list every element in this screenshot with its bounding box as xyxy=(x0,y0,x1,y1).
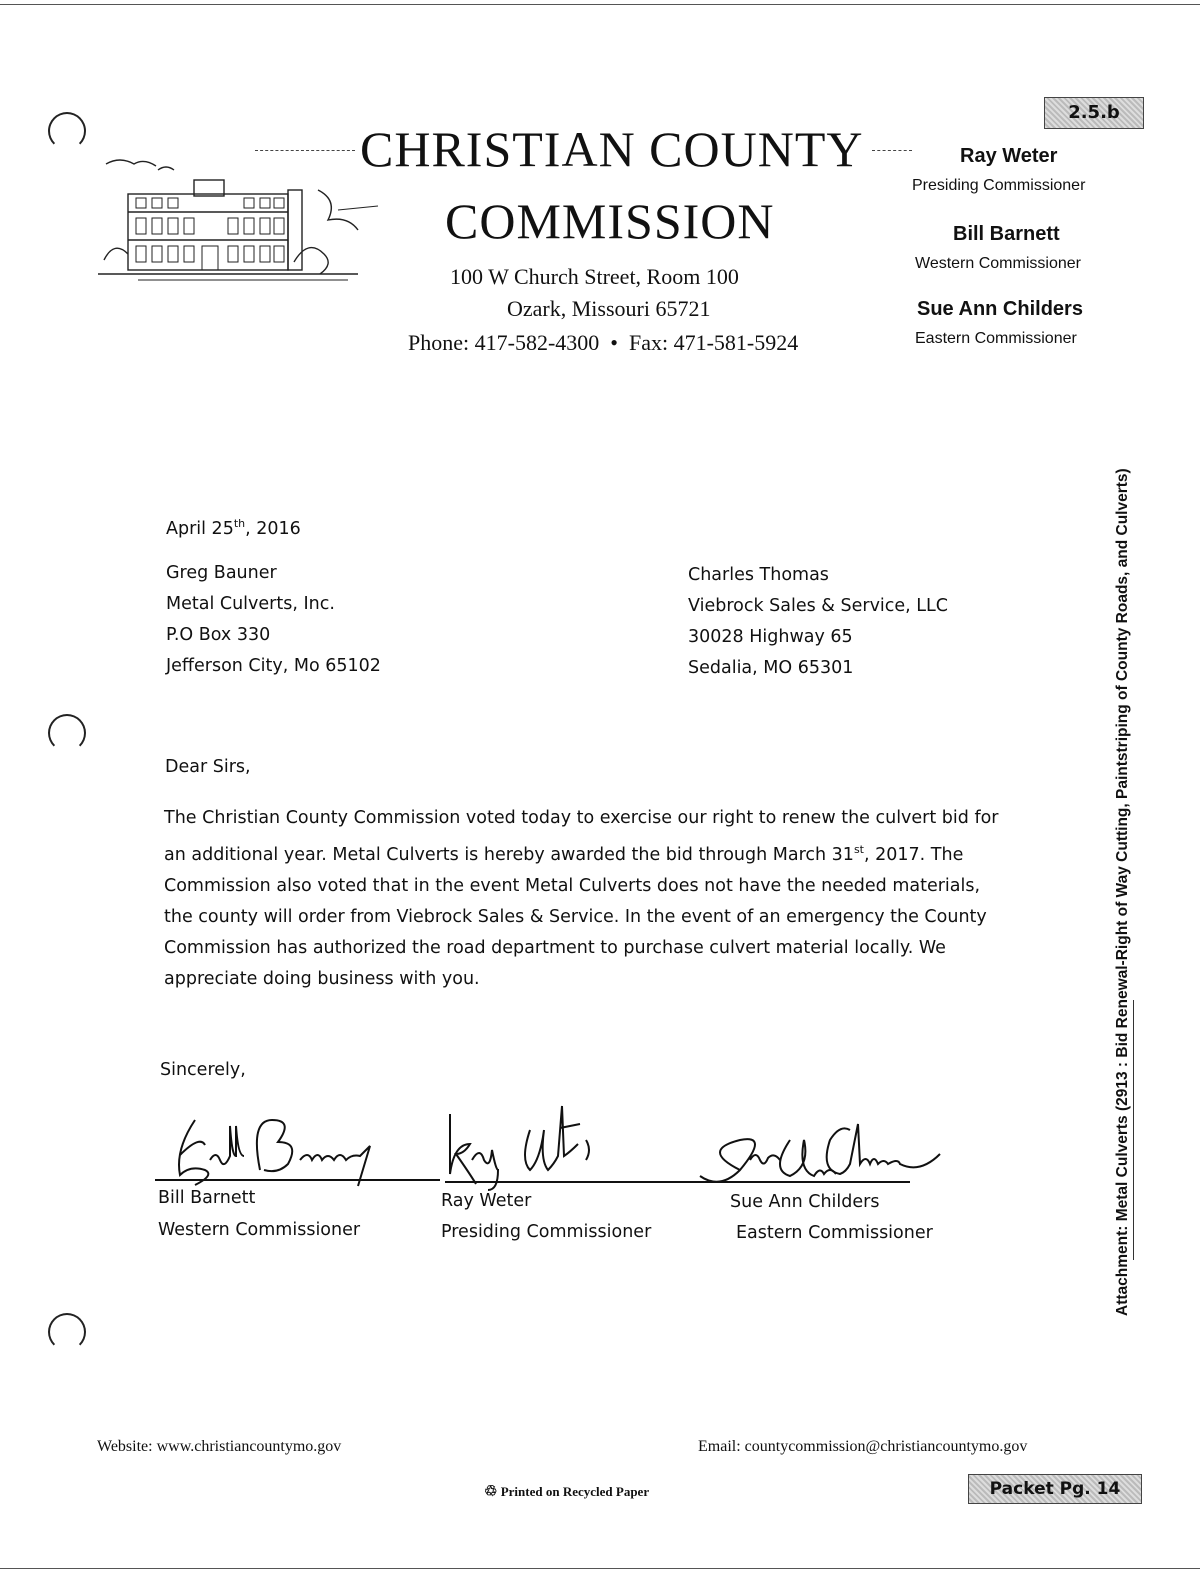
recycle-icon: ♲ xyxy=(484,1484,498,1500)
header-commissioner-title-1: Presiding Commissioner xyxy=(912,177,1086,194)
signature-title-3: Eastern Commissioner xyxy=(736,1223,933,1243)
phone-number: 417-582-4300 xyxy=(474,330,600,355)
signature-title-1: Western Commissioner xyxy=(158,1220,361,1240)
agenda-stamp-label: 2.5.b xyxy=(1068,102,1120,123)
body-line2-a: an additional year. Metal Culverts is hereby awarded the bid through March 31 xyxy=(164,844,854,865)
letter-body xyxy=(164,803,999,995)
signature-name-2: Ray Weter xyxy=(441,1191,532,1211)
body-line2-b: , 2017. The xyxy=(864,844,964,865)
body-line2-sup: st xyxy=(853,843,864,856)
letter-date-sup: th xyxy=(233,517,246,530)
footer-email-address[interactable]: countycommission@christiancountymo.gov xyxy=(744,1438,1028,1455)
letter-date xyxy=(166,508,301,545)
letterhead-phone-line xyxy=(408,330,798,356)
side-note-rule xyxy=(1133,1000,1134,1260)
top-border xyxy=(0,4,1200,5)
header-commissioner-name-1: Ray Weter xyxy=(960,145,1058,167)
letter-date-suffix: , 2016 xyxy=(245,518,301,539)
title-dash-right xyxy=(872,150,912,152)
courthouse-illustration xyxy=(98,150,388,290)
bottom-border xyxy=(0,1568,1200,1569)
agenda-stamp xyxy=(1044,97,1144,129)
letter-date-prefix: April 25 xyxy=(166,518,234,539)
body-line: Commission also voted that in the event Metal Culverts does not have the needed materials, xyxy=(164,875,981,896)
recipient-left-line: P.O Box 330 xyxy=(166,625,271,645)
header-commissioner-title-3: Eastern Commissioner xyxy=(915,330,1077,347)
signature-title-2: Presiding Commissioner xyxy=(441,1222,652,1242)
footer-recycled-text: Printed on Recycled Paper xyxy=(500,1484,650,1499)
body-line: Commission has authorized the road department to purchase culvert material locally. We xyxy=(164,937,946,958)
packet-page-stamp xyxy=(968,1474,1142,1504)
recipient-left-line: Greg Bauner xyxy=(166,563,277,583)
phone-fax-bullet: • xyxy=(610,330,618,355)
signature-name-3: Sue Ann Childers xyxy=(730,1192,880,1212)
recipient-right-line: Sedalia, MO 65301 xyxy=(688,658,854,678)
recipient-left-line: Jefferson City, Mo 65102 xyxy=(166,656,381,676)
letterhead-title-line1: CHRISTIAN COUNTY xyxy=(360,121,864,177)
body-line xyxy=(164,834,999,871)
footer-email-label: Email: xyxy=(698,1438,741,1455)
letterhead-address-line2: Ozark, Missouri 65721 xyxy=(507,296,711,321)
recipient-left xyxy=(166,558,381,682)
body-line: appreciate doing business with you. xyxy=(164,968,480,989)
header-commissioner-title-2: Western Commissioner xyxy=(915,255,1081,272)
title-dash-left xyxy=(255,150,355,152)
fax-number: 471-581-5924 xyxy=(673,330,799,355)
punch-hole-bottom xyxy=(48,1313,86,1351)
punch-hole-top xyxy=(48,112,86,150)
letter-closing: Sincerely, xyxy=(160,1060,246,1080)
footer-recycled xyxy=(484,1482,649,1501)
footer-website-label: Website: xyxy=(97,1438,153,1455)
recipient-right-line: Charles Thomas xyxy=(688,565,829,585)
recipient-left-line: Metal Culverts, Inc. xyxy=(166,594,335,614)
footer-website-url[interactable]: www.christiancountymo.gov xyxy=(156,1438,342,1455)
footer-email xyxy=(698,1438,1027,1456)
fax-label: Fax: xyxy=(628,330,669,355)
footer-website xyxy=(97,1438,341,1456)
letterhead-address-line1: 100 W Church Street, Room 100 xyxy=(450,264,739,289)
letter-salutation: Dear Sirs, xyxy=(165,757,251,777)
phone-label: Phone: xyxy=(408,330,470,355)
letterhead-title-line2: COMMISSION xyxy=(445,193,775,249)
handwritten-signatures xyxy=(150,1100,1050,1195)
punch-hole-middle xyxy=(48,714,86,752)
recipient-right xyxy=(688,560,948,684)
packet-page-label: Packet Pg. 14 xyxy=(989,1479,1121,1499)
recipient-right-line: Viebrock Sales & Service, LLC xyxy=(688,596,949,616)
header-commissioner-name-3: Sue Ann Childers xyxy=(917,298,1083,320)
body-line: the county will order from Viebrock Sales & Service. In the event of an emergency the County xyxy=(164,906,987,927)
body-line: The Christian County Commission voted today to exercise our right to renew the culvert bid for xyxy=(164,808,999,828)
signature-name-1: Bill Barnett xyxy=(158,1188,256,1208)
side-note-attachment: Attachment: Metal Culverts (2913 : Bid Renewal-Right of Way Cutting, Paintstriping of County Roads, and Culverts) xyxy=(1114,468,1131,1316)
header-commissioner-name-2: Bill Barnett xyxy=(953,223,1060,245)
recipient-right-line: 30028 Highway 65 xyxy=(688,627,853,647)
